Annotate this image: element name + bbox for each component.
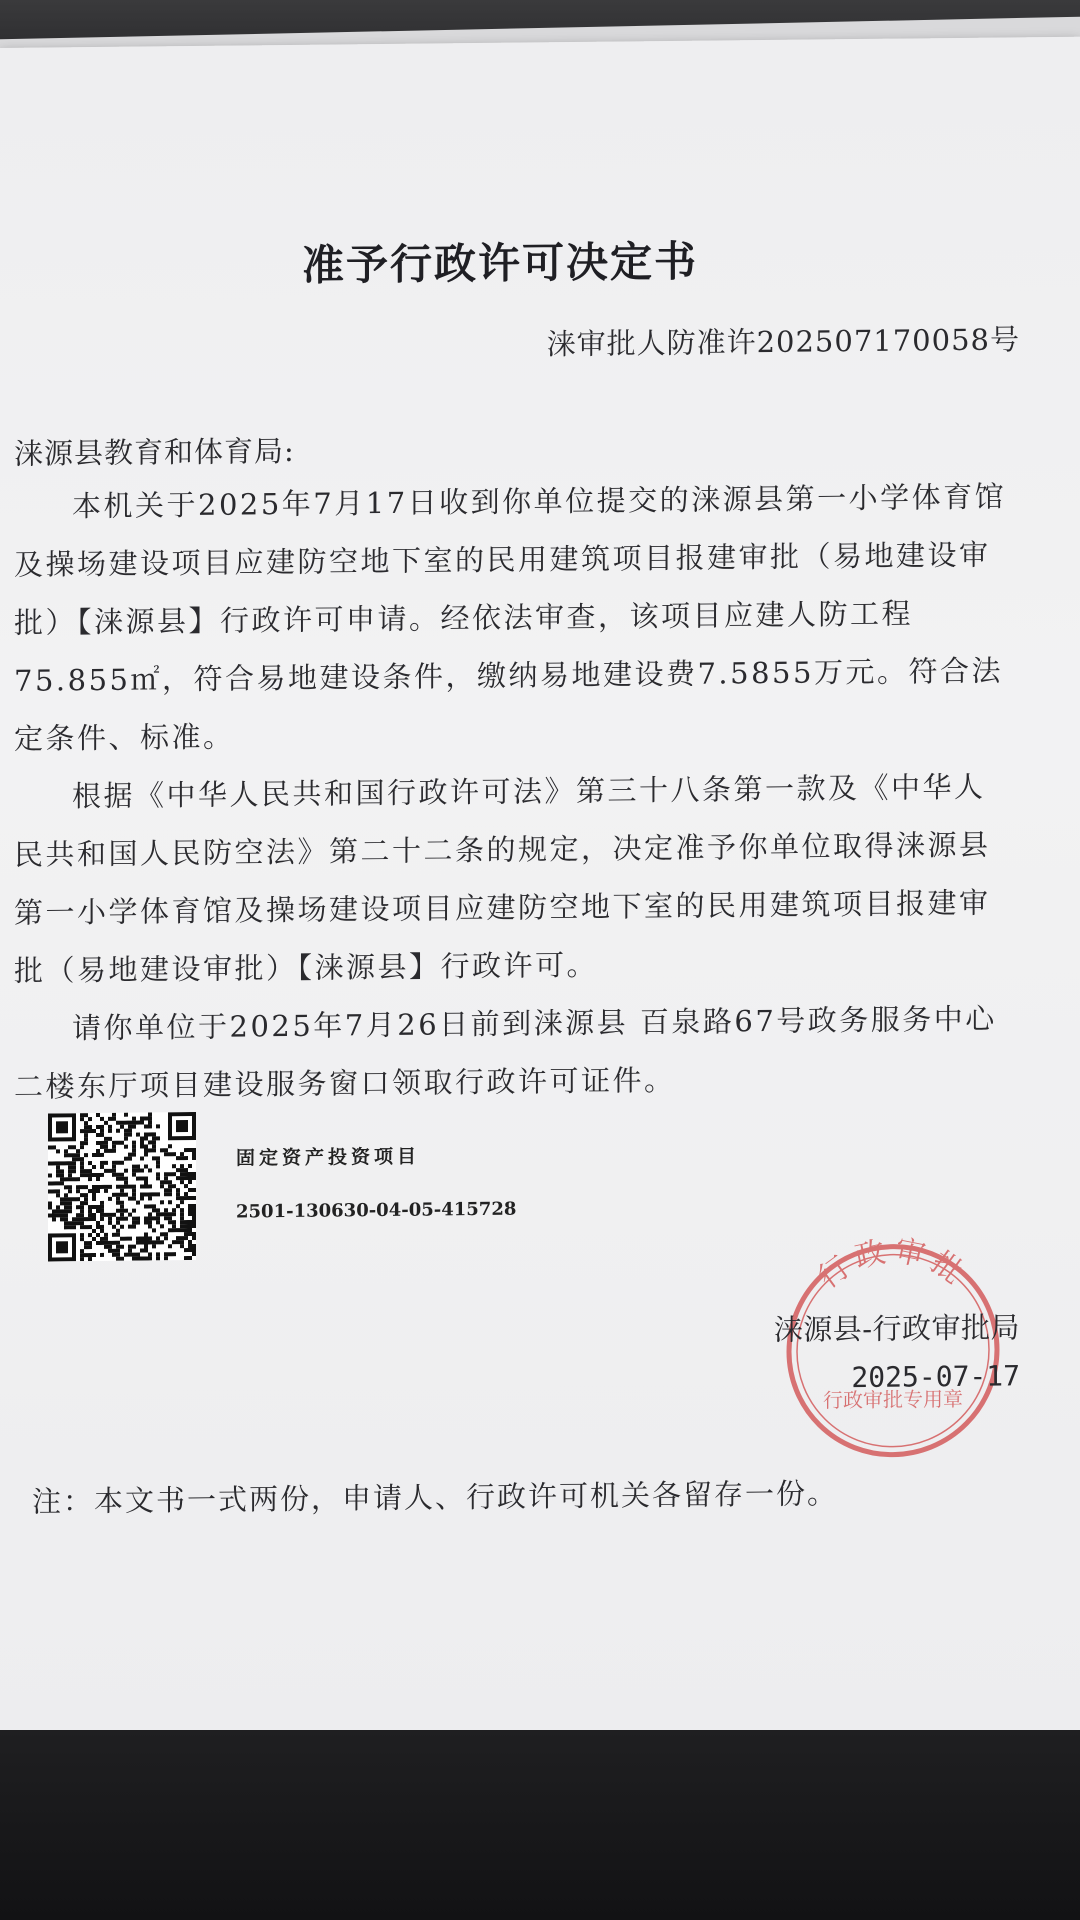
- qr-code: [48, 1112, 196, 1262]
- seal-text: 行政审批: [811, 1233, 975, 1296]
- paragraph-application: 本机关于2025年7月17日收到你单位提交的涞源县第一小学体育馆及操场建设项目应建防空地下室的民用建筑项目报建审批（易地建设审批）【涞源县】行政许可申请。经依法审查，该项目应建人防工程75.855㎡，符合易地建设条件，缴纳易地建设费7.5855万元。符合法定条件、标准。: [14, 479, 1007, 756]
- addressee: 涞源县教育和体育局:: [14, 433, 295, 471]
- footnote: 注：本文书一式两份，申请人、行政许可机关各留存一份。: [32, 1476, 839, 1519]
- document-body: [14, 467, 1014, 1115]
- paragraph-decision: 根据《中华人民共和国行政许可法》第三十八条第一款及《中华人民共和国人民防空法》第二十二条的规定，决定准予你单位取得涞源县第一小学体育馆及操场建设项目应建防空地下室的民用建筑项目报建审批（易地建设审批）【涞源县】行政许可。: [14, 769, 991, 988]
- issuing-authority: 涞源县-行政审批局: [773, 1310, 1020, 1347]
- document-title: 准予行政许可决定书: [301, 236, 698, 290]
- official-seal: [768, 1229, 1018, 1472]
- svg-text:行政审批: [812, 1232, 974, 1295]
- project-label: 固定资产投资项目: [236, 1145, 421, 1170]
- document-number: 涞审批人防准许202507170058号: [546, 322, 1020, 362]
- dark-surface: [0, 1730, 1080, 1920]
- paragraph-pickup: 请你单位于2025年7月26日前到涞源县 百泉路67号政务服务中心二楼东厅项目建设服务窗口领取行政许可证件。: [14, 1001, 997, 1104]
- document-page: [0, 37, 1080, 1748]
- seal-bottom-text: 行政审批专用章: [823, 1386, 963, 1413]
- issue-date: 2025-07-17: [851, 1359, 1020, 1395]
- project-code: 2501-130630-04-05-415728: [236, 1198, 517, 1223]
